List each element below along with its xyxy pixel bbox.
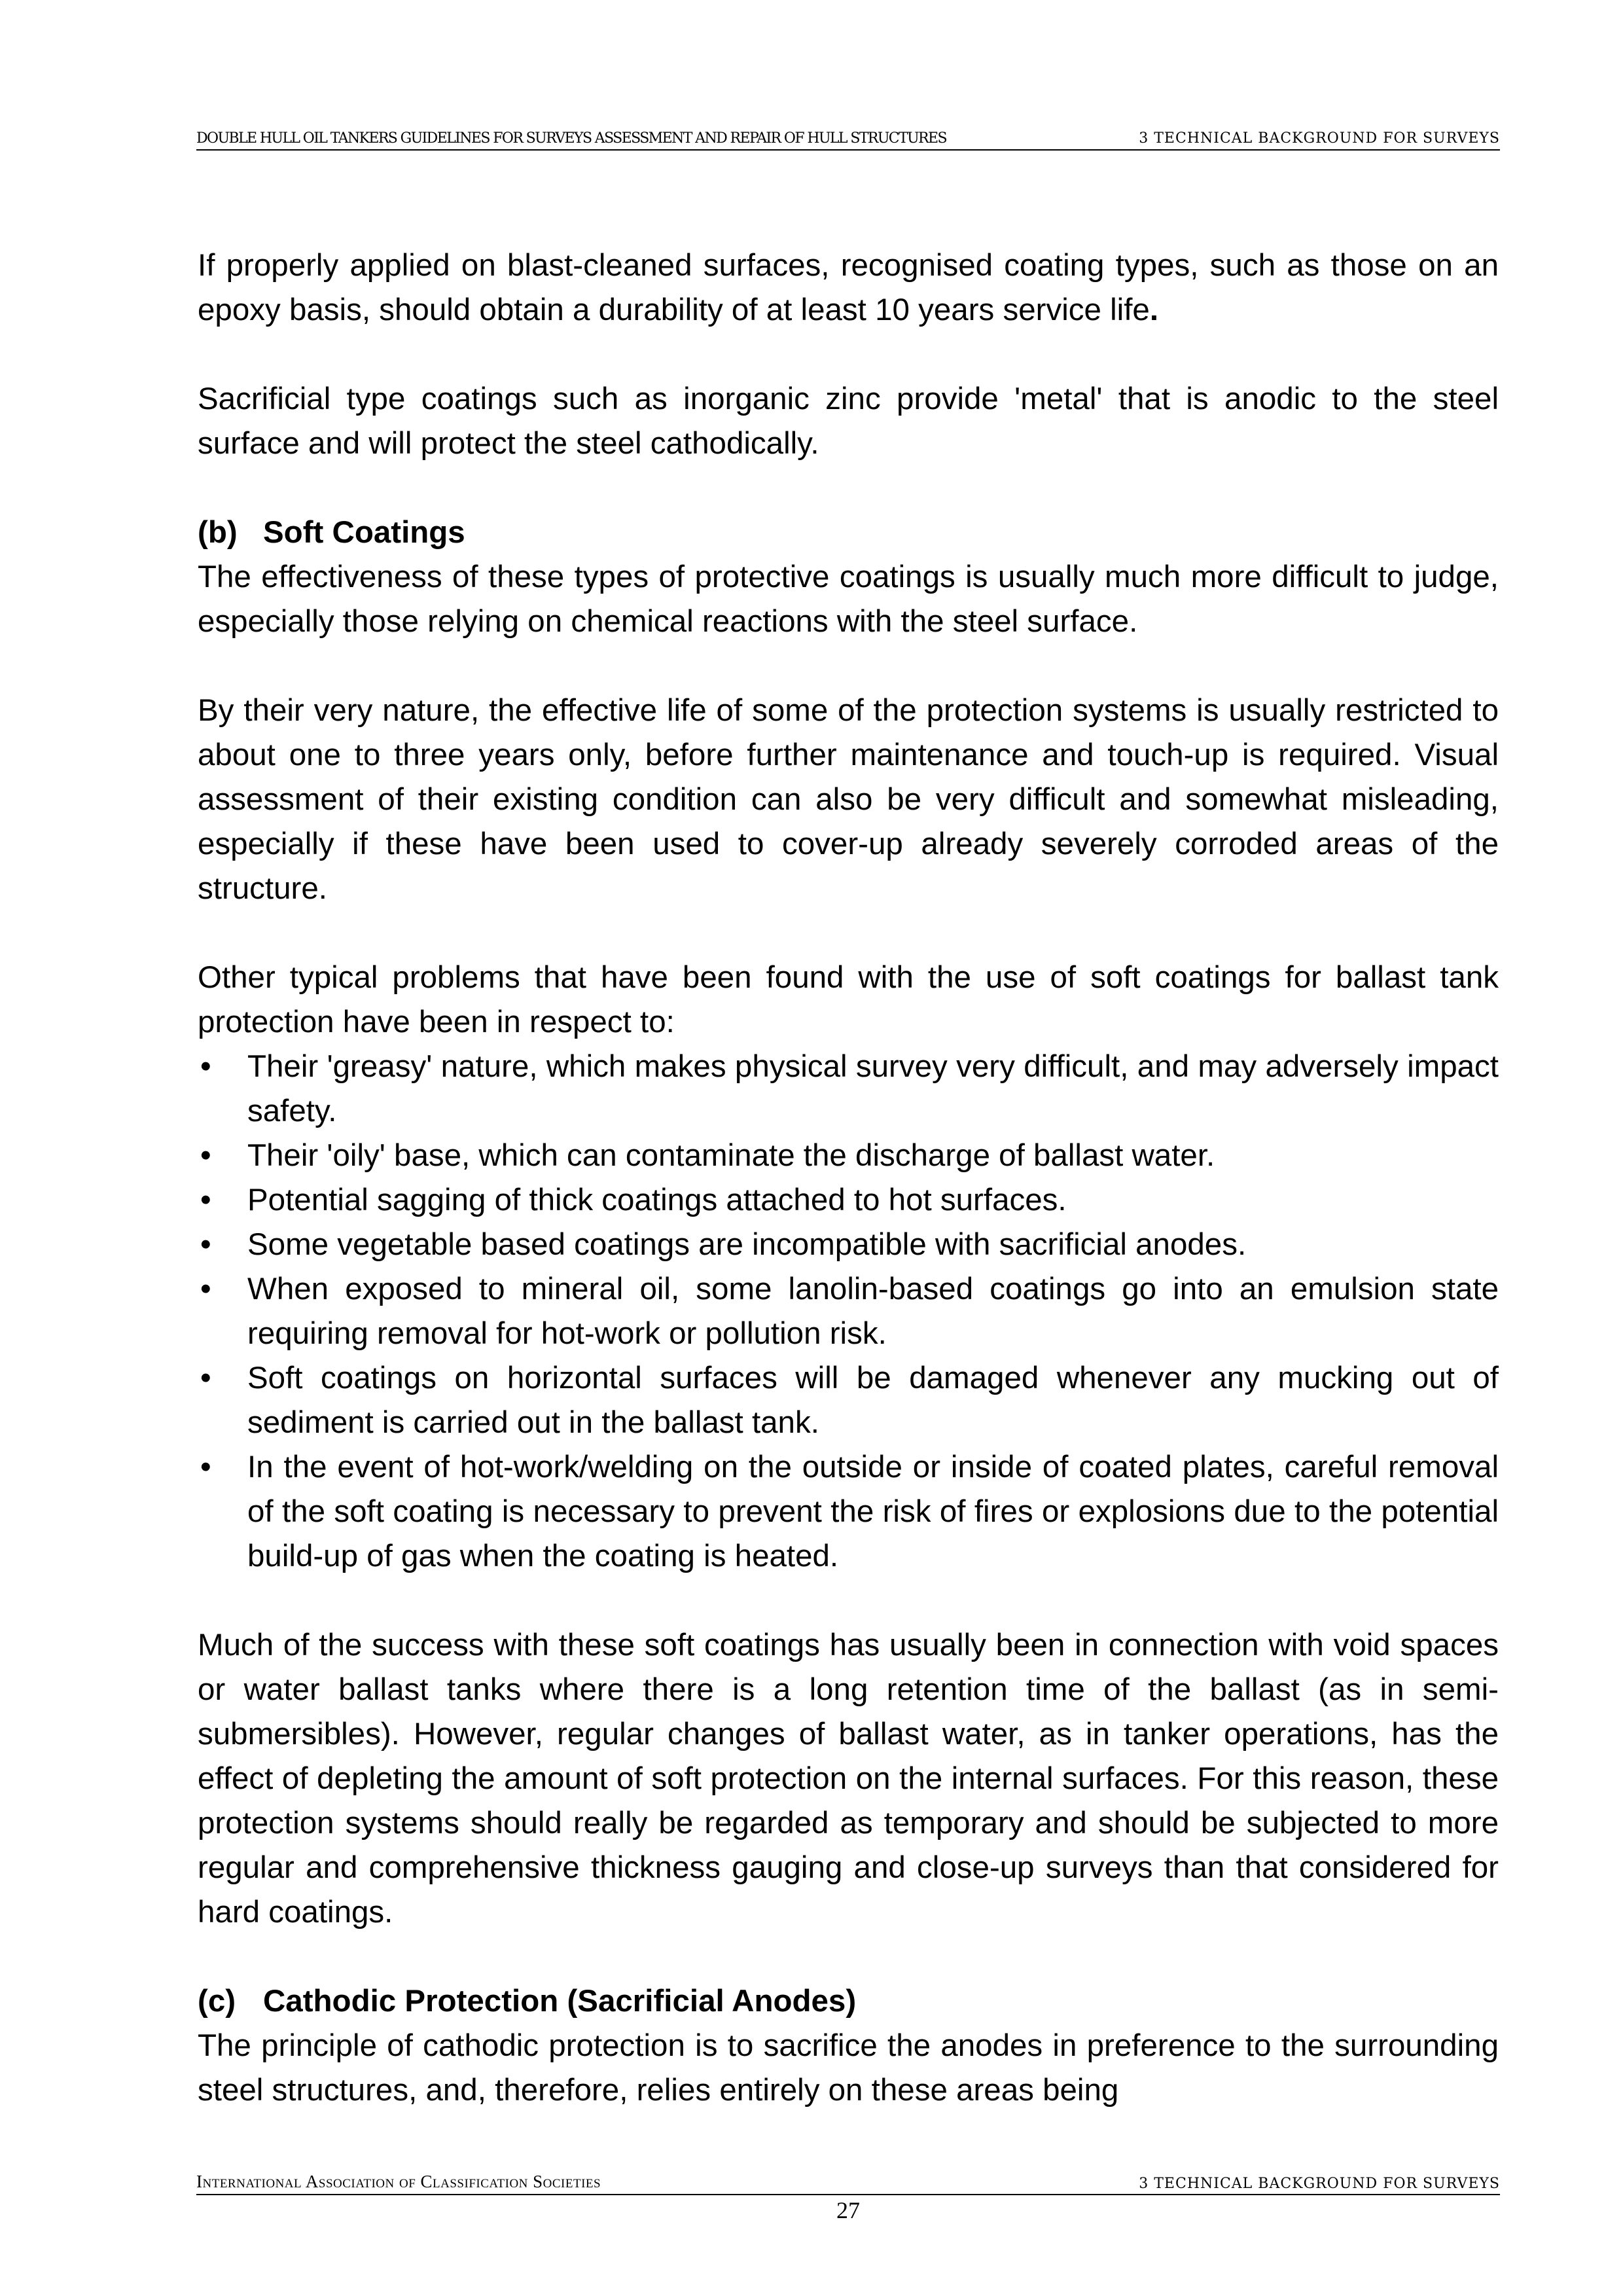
header-document-title: DOUBLE HULL OIL TANKERS GUIDELINES FOR SURVEYS ASSESSMENT AND REPAIR OF HULL STRUCTURES [196, 130, 946, 147]
list-item: • Their 'greasy' nature, which makes physical survey very difficult, and may adversely impact safety. [198, 1045, 1499, 1134]
page-footer [196, 2173, 1500, 2195]
page-number: 27 [836, 2197, 860, 2223]
section-heading-b [198, 511, 1499, 555]
section-title: Soft Coatings [263, 515, 465, 550]
list-item: • Potential sagging of thick coatings attached to hot surfaces. [198, 1178, 1499, 1223]
list-item: • When exposed to mineral oil, some lanolin-based coatings go into an emulsion state requiring removal for hot-work or pollution risk. [198, 1267, 1499, 1356]
list-item: • In the event of hot-work/welding on the outside or inside of coated plates, careful removal of the soft coating is necessary to prevent the risk of fires or explosions due to the potential build-up of gas when the coating is heated. [198, 1445, 1499, 1579]
header-section-title: 3 TECHNICAL BACKGROUND FOR SURVEYS [1139, 130, 1500, 147]
footer-organization: International Association of Classification Societies [196, 2172, 601, 2191]
page-header [196, 128, 1500, 151]
list-item: • Their 'oily' base, which can contaminate the discharge of ballast water. [198, 1134, 1499, 1178]
bullet-list [198, 1045, 1499, 1579]
section-title: Cathodic Protection (Sacrificial Anodes) [263, 1984, 857, 2018]
section-letter: (b) [198, 515, 238, 550]
paragraph: The effectiveness of these types of protective coatings is usually much more difficult to judge, especially those relying on chemical reactions with the steel surface. [198, 560, 1499, 639]
paragraph [198, 243, 1499, 332]
section-heading-c [198, 1979, 1499, 2024]
paragraph: Sacrificial type coatings such as inorganic zinc provide 'metal' that is anodic to the steel surface and will protect the steel cathodically. [198, 382, 1499, 461]
paragraph: By their very nature, the effective life of some of the protection systems is usually restricted to about one to three years only, before further maintenance and touch-up is required. Visual assessment of their existing condition can also be very difficult and somewhat misleading, especially if these have been used to cover-up already severely corroded areas of the structure. [198, 693, 1499, 906]
paragraph: The principle of cathodic protection is to sacrifice the anodes in preference to the surrounding steel structures, and, therefore, relies entirely on these areas being [198, 2028, 1499, 2108]
paragraph-text: If properly applied on blast-cleaned surfaces, recognised coating types, such as those on an epoxy basis, should obtain a durability of at least 10 years service life [198, 248, 1499, 327]
section-letter: (c) [198, 1984, 236, 2018]
paragraph-period: . [1149, 293, 1159, 327]
list-item: • Soft coatings on horizontal surfaces will be damaged whenever any mucking out of sediment is carried out in the ballast tank. [198, 1356, 1499, 1445]
paragraph: Much of the success with these soft coatings has usually been in connection with void spaces or water ballast tanks where there is a long retention time of the ballast (as in semi-submersibles). However, regular changes of ballast water, as in tanker operations, has the effect of depleting the amount of soft protection on the internal surfaces. For this reason, these protection systems should really be regarded as temporary and should be subjected to more regular and comprehensive thickness gauging and close-up surveys than that considered for hard coatings. [198, 1628, 1499, 1929]
document-body [198, 243, 1499, 2113]
footer-section-title: 3 TECHNICAL BACKGROUND FOR SURVEYS [1139, 2176, 1500, 2192]
list-item: • Some vegetable based coatings are incompatible with sacrificial anodes. [198, 1223, 1499, 1267]
paragraph: Other typical problems that have been found with the use of soft coatings for ballast tank protection have been in respect to: [198, 960, 1499, 1039]
